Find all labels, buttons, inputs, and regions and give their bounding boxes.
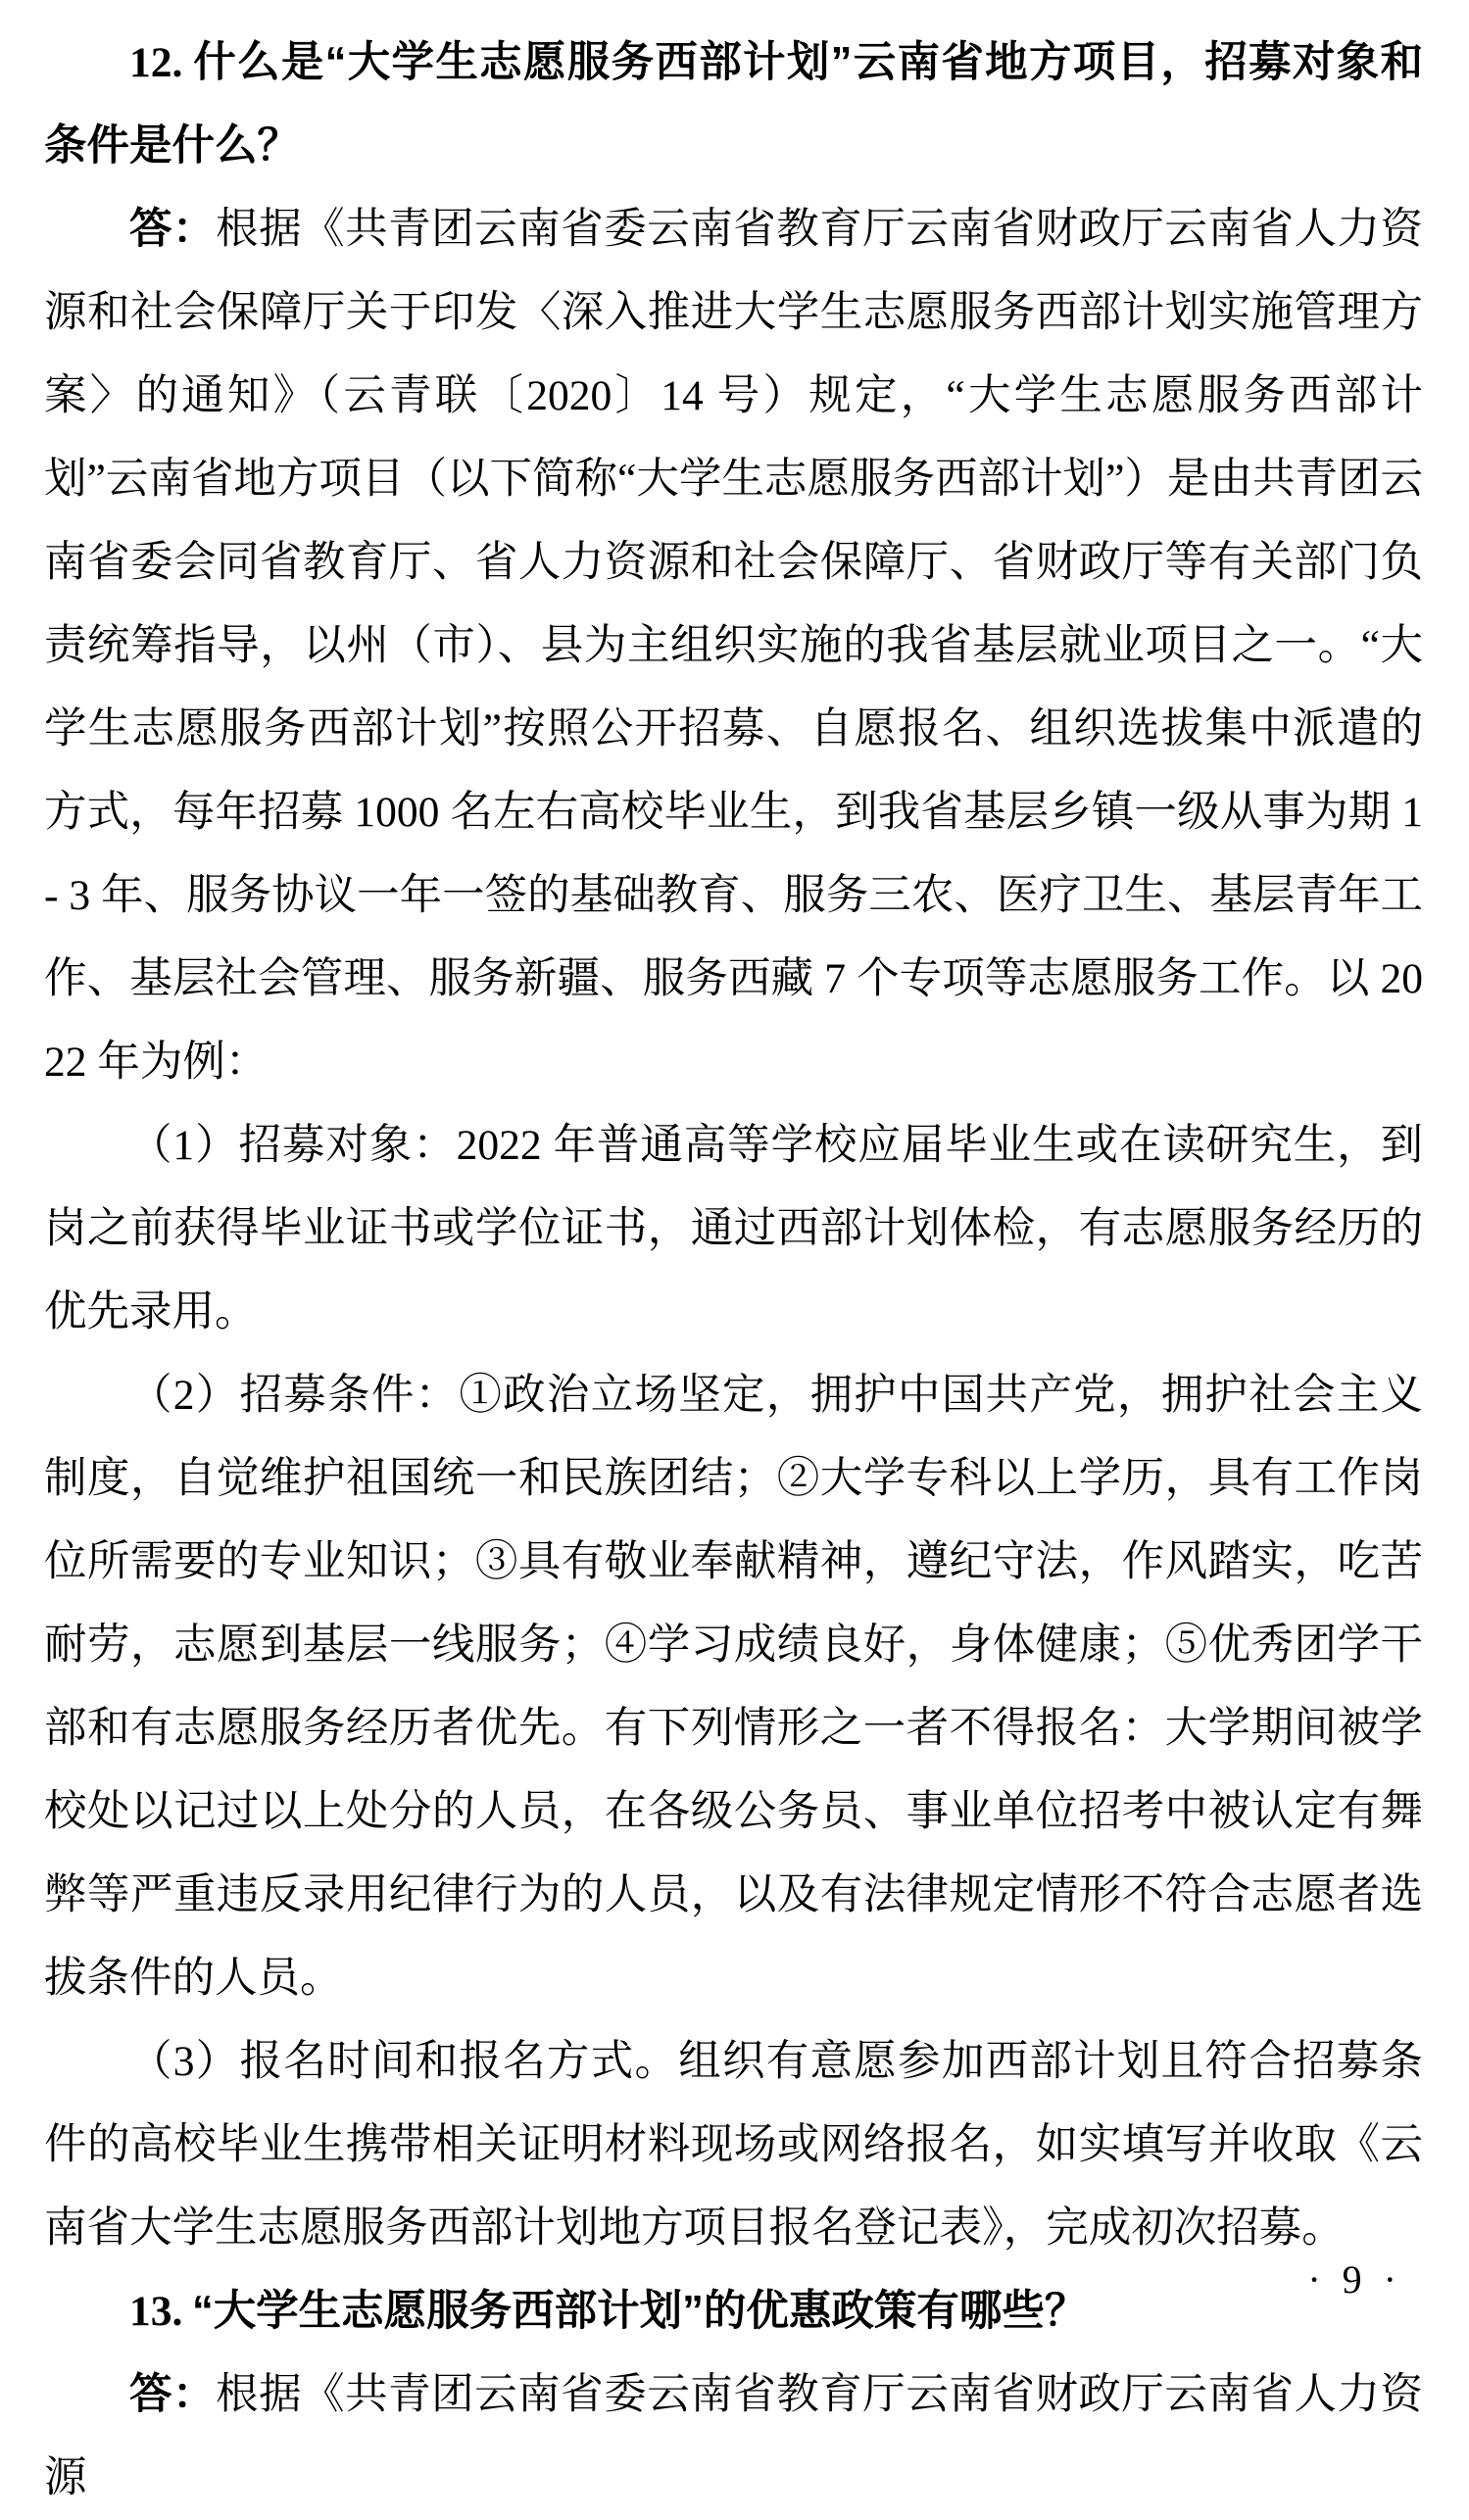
question-13-number: 13. <box>129 2288 183 2335</box>
question-12-heading <box>44 22 1423 188</box>
recruit-conditions-paragraph: （2）招募条件：①政治立场坚定，拥护中国共产党，拥护社会主义制度，自觉维护祖国统一和民族团结；②大学专科以上学历，具有工作岗位所需要的专业知识；③具有敬业奉献精神，遵纪守法，作风踏实，吃苦耐劳，志愿到基层一线服务；④学习成绩良好，身体健康；⑤优秀团学干部和有志愿服务经历者优先。有下列情形之一者不得报名：大学期间被学校处以记过以上处分的人员，在各级公务员、事业单位招考中被认定有舞弊等严重违反录用纪律行为的人员，以及有法律规定情形不符合志愿者选拔条件的人员。 <box>44 1372 1423 2002</box>
question-12-heading-text: 什么是“大学生志愿服务西部计划”云南省地方项目，招募对象和条件是什么？ <box>44 39 1423 170</box>
answer-13-lead: 答： <box>129 2371 217 2418</box>
question-12-number: 12. <box>129 39 183 86</box>
answer-13-paragraph <box>44 2353 1423 2520</box>
question-13-heading-text: “大学生志愿服务西部计划”的优惠政策有哪些？ <box>191 2288 1088 2335</box>
answer-12-lead: 答： <box>129 206 217 253</box>
answer-13-text: 根据《共青团云南省委云南省教育厅云南省财政厅云南省人力资源 <box>44 2371 1424 2501</box>
answer-12-text: 根据《共青团云南省委云南省教育厅云南省财政厅云南省人力资源和社会保障厅关于印发〈深入推进大学生志愿服务西部计划实施管理方案〉的通知》（云青联〔2020〕14 号）规定，“大学生志愿服务西部计划”云南省地方项目（以下简称“大学生志愿服务西部计划”）是由共青团云南省委会同省教育厅、省人力资源和社会保障厅、省财政厅等有关部门负责统筹指导，以州（市）、县为主组织实施的我省基层就业项目之一。“大学生志愿服务西部计划”按照公开招募、自愿报名、组织选拔集中派遣的方式，每年招募 1000 名左右高校毕业生，到我省基层乡镇一级从事为期 1 - 3 年、服务协议一年一签的基础教育、服务三农、医疗卫生、基层青年工作、基层社会管理、服务新疆、服务西藏 7 个专项等志愿服务工作。以 2022 年为例： <box>44 206 1424 1086</box>
registration-paragraph: （3）报名时间和报名方式。组织有意愿参加西部计划且符合招募条件的高校毕业生携带相关证明材料现场或网络报名，如实填写并收取《云南省大学生志愿服务西部计划地方项目报名登记表》，完成初次招募。 <box>44 2038 1423 2252</box>
recruit-target-paragraph: （1）招募对象：2022 年普通高等学校应届毕业生或在读研究生，到岗之前获得毕业证书或学位证书，通过西部计划体检，有志愿服务经历的优先录用。 <box>44 1122 1423 1335</box>
page-number: · 9 · <box>1307 2257 1402 2302</box>
question-13-heading <box>44 2270 1423 2353</box>
answer-12-paragraph <box>44 188 1423 1104</box>
